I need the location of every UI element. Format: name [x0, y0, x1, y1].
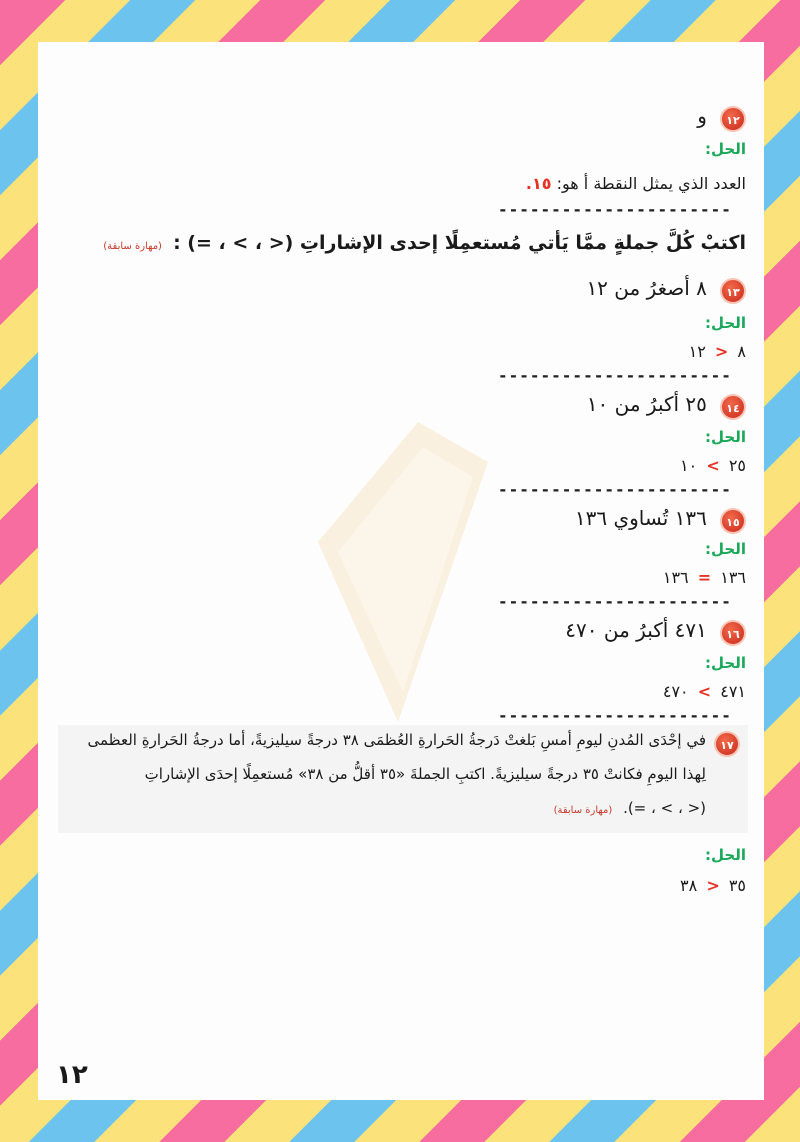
- answer-right: ١٢: [688, 342, 706, 361]
- instruction: [103, 232, 746, 254]
- item-number-badge: ١٧: [714, 731, 740, 757]
- answer-left: ٣٥: [728, 876, 746, 895]
- divider: ----------------------: [498, 200, 732, 219]
- answer-left: ٨: [737, 342, 746, 361]
- solution-label: الحل:: [705, 654, 746, 672]
- item-question: ٤٧١ أكبرُ من ٤٧٠: [565, 618, 707, 642]
- item-15: [575, 506, 746, 534]
- item-16: [565, 618, 746, 646]
- answer-symbol: <: [706, 876, 720, 895]
- solution-12-value: ١٥: [532, 174, 552, 193]
- answer-symbol: >: [706, 456, 720, 475]
- solution-12-text: العدد الذي يمثل النقطة أ هو:: [556, 174, 746, 193]
- item-number-badge: ١٥: [720, 508, 746, 534]
- item-13-answer: [689, 342, 746, 361]
- solution-label: الحل:: [705, 428, 746, 446]
- item-question: ١٣٦ تُساوي ١٣٦: [574, 506, 707, 530]
- solution-label: الحل:: [705, 846, 746, 864]
- item-number-badge: ١٦: [720, 620, 746, 646]
- divider: ----------------------: [498, 366, 732, 385]
- item-14-answer: [680, 456, 746, 475]
- answer-right: ١٠: [680, 456, 698, 475]
- item-question: ٨ أصغرُ من ١٢: [586, 276, 707, 300]
- divider: ----------------------: [498, 480, 732, 499]
- skill-note: (مهارة سابقة): [553, 805, 613, 816]
- instruction-text: اكتبْ كُلَّ جملةٍ ممَّا يَأتي مُستعمِلًا إحدى الإشاراتِ (< ، > ، =) :: [173, 232, 746, 254]
- item-14: [587, 392, 746, 420]
- item-question: ٢٥ أكبرُ من ١٠: [586, 392, 707, 416]
- answer-left: ١٣٦: [720, 568, 746, 587]
- divider: ----------------------: [498, 592, 732, 611]
- worksheet-page: [38, 42, 764, 1100]
- item-17-answer: [680, 876, 746, 895]
- answer-left: ٢٥: [728, 456, 746, 475]
- solution-12: [526, 174, 746, 193]
- item-number-badge: ١٣: [720, 278, 746, 304]
- solution-label: الحل:: [705, 540, 746, 558]
- answer-symbol: <: [714, 342, 729, 361]
- answer-symbol: >: [697, 682, 712, 701]
- book-watermark-icon: [308, 422, 498, 722]
- item-13: [586, 276, 746, 304]
- divider: ----------------------: [498, 706, 732, 725]
- item-number-badge: ١٢: [720, 106, 746, 132]
- solution-label: الحل:: [705, 314, 746, 332]
- item-17-line-2: لِهذا اليومِ فكانتْ ٣٥ درجةً سيليزيةً. اكتبِ الجملةَ «٣٥ أقلُّ من ٣٨» مُستعمِلًا إحدَى الإشاراتِ: [144, 765, 706, 783]
- item-12: [697, 104, 746, 132]
- item-17-symbols: (< ، > ، =).: [623, 799, 706, 817]
- solution-12-end: .: [525, 174, 532, 193]
- answer-right: ٤٧٠: [662, 682, 689, 701]
- page-number: ١٢: [56, 1060, 88, 1090]
- item-12-text: و: [697, 104, 707, 128]
- answer-right: ١٣٦: [662, 568, 689, 587]
- item-number-badge: ١٤: [720, 394, 746, 420]
- answer-symbol: =: [697, 568, 712, 587]
- item-17-line-3: [554, 799, 706, 817]
- answer-left: ٤٧١: [720, 682, 746, 701]
- answer-right: ٣٨: [680, 876, 698, 895]
- skill-note: (مهارة سابقة): [103, 241, 162, 252]
- item-17-line-1: في إحْدَى المُدنِ ليومِ أمسِ بَلغتْ دَرجةُ الحَرارةِ العُظمَى ٣٨ درجةً سيليزيةً، أما درجةُ الحَرارةِ العظمى: [87, 731, 706, 749]
- solution-label: الحل:: [705, 140, 746, 158]
- item-16-answer: [663, 682, 746, 701]
- item-17-question-box: [58, 725, 748, 833]
- item-15-answer: [663, 568, 746, 587]
